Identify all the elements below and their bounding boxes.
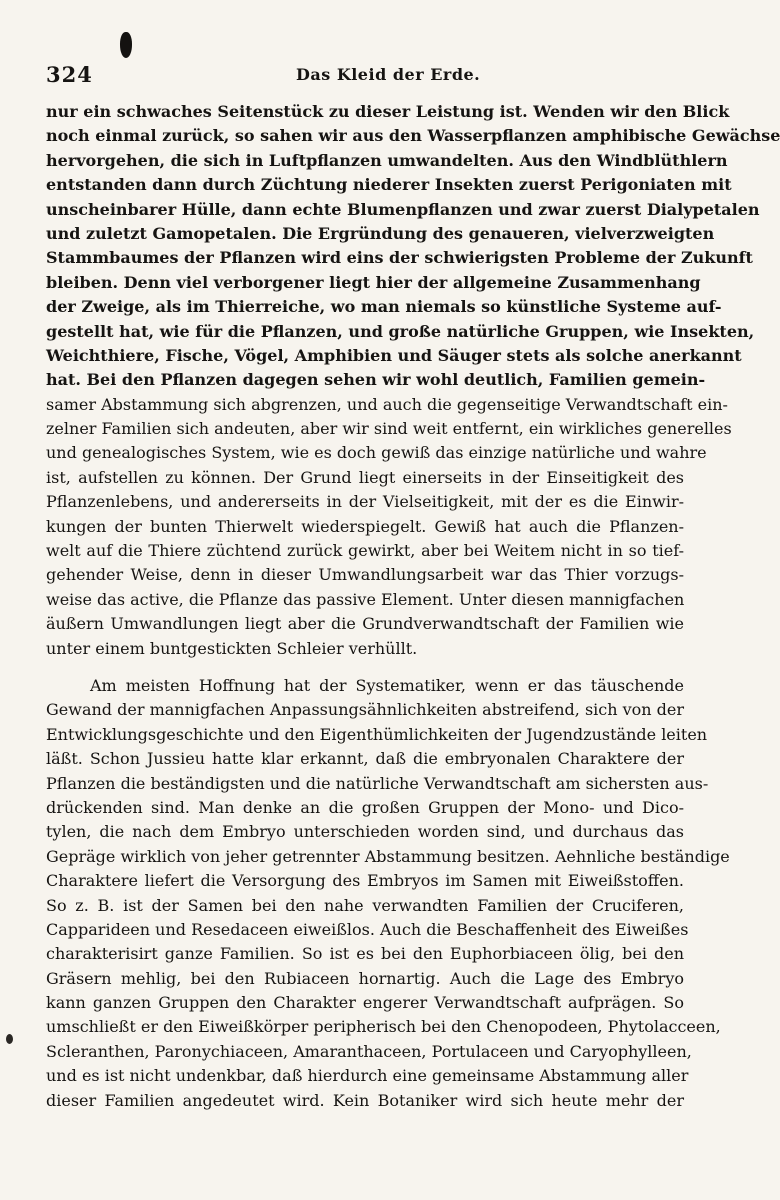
text-line: Gräsern mehlig, bei den Rubiaceen hornartig. Auch die Lage des Embryo bbox=[46, 968, 684, 988]
text-line: drückenden sind. Man denke an die großen Gruppen der Mono- und Dico- bbox=[46, 797, 684, 817]
text-line: weise das active, die Pflanze das passive Element. Unter diesen mannigfachen bbox=[46, 589, 685, 609]
text-line: unter einem buntgestickten Schleier verhüllt. bbox=[46, 638, 418, 658]
text-line: Pflanzen die beständigsten und die natürliche Verwandtschaft am sichersten aus- bbox=[46, 773, 709, 793]
text-line: samer Abstammung sich abgrenzen, und auch die gegenseitige Verwandtschaft ein- bbox=[46, 394, 728, 414]
text-line: Pflanzenlebens, und andererseits in der Vielseitigkeit, mit der es die Einwir- bbox=[46, 492, 684, 512]
paragraph-gap bbox=[46, 661, 684, 674]
text-line: Capparideen und Resedaceen eiweißlos. Auch die Beschaffenheit des Eiweißes bbox=[46, 919, 689, 939]
text-line: der Zweige, als im Thierreiche, wo man niemals so künstliche Systeme auf- bbox=[46, 297, 722, 317]
text-line: gestellt hat, wie für die Pflanzen, und große natürliche Gruppen, wie Insekten, bbox=[46, 321, 755, 341]
page-number: 324 bbox=[46, 62, 93, 87]
ink-blot bbox=[120, 32, 132, 58]
text-line: Gepräge wirklich von jeher getrennter Abstammung besitzen. Aehnliche beständige bbox=[46, 846, 730, 866]
text-line: und es ist nicht undenkbar, daß hierdurch eine gemeinsame Abstammung aller bbox=[46, 1066, 689, 1086]
text-line: läßt. Schon Jussieu hatte klar erkannt, daß die embryonalen Charaktere der bbox=[46, 749, 684, 769]
page-header bbox=[46, 62, 686, 88]
text-line: ist, aufstellen zu können. Der Grund liegt einerseits in der Einseitigkeit des bbox=[46, 467, 684, 487]
text-line: kungen der bunten Thierwelt wiederspiegelt. Gewiß hat auch die Pflanzen- bbox=[46, 516, 684, 536]
text-line: noch einmal zurück, so sahen wir aus den Wasserpflanzen amphibische Gewächse bbox=[46, 126, 780, 146]
text-line: Stammbaumes der Pflanzen wird eins der schwierigsten Probleme der Zukunft bbox=[46, 248, 753, 268]
text-line: charakterisirt ganze Familien. So ist es bei den Euphorbiaceen ölig, bei den bbox=[46, 944, 684, 964]
text-line: äußern Umwandlungen liegt aber die Grundverwandtschaft der Familien wie bbox=[46, 614, 684, 634]
body-text bbox=[46, 100, 780, 1113]
text-line: dieser Familien angedeutet wird. Kein Botaniker wird sich heute mehr der bbox=[46, 1090, 684, 1110]
running-title: Das Kleid der Erde. bbox=[296, 65, 481, 84]
text-line: hat. Bei den Pflanzen dagegen sehen wir wohl deutlich, Familien gemein- bbox=[46, 370, 706, 390]
text-line: bleiben. Denn viel verborgener liegt hier der allgemeine Zusammenhang bbox=[46, 272, 701, 292]
ink-speck bbox=[6, 1034, 13, 1044]
paragraph-1 bbox=[46, 100, 780, 661]
text-line: Charaktere liefert die Versorgung des Embryos im Samen mit Eiweißstoffen. bbox=[46, 871, 684, 891]
text-line: und zuletzt Gamopetalen. Die Ergründung des genaueren, vielverzweigten bbox=[46, 223, 715, 243]
text-line: und genealogisches System, wie es doch gewiß das einzige natürliche und wahre bbox=[46, 443, 707, 463]
text-line: hervorgehen, die sich in Luftpflanzen umwandelten. Aus den Windblüthlern bbox=[46, 150, 728, 170]
text-line: gehender Weise, denn in dieser Umwandlungsarbeit war das Thier vorzugs- bbox=[46, 565, 684, 585]
paragraph-2 bbox=[46, 674, 730, 1113]
text-line: Gewand der mannigfachen Anpassungsähnlichkeiten abstreifend, sich von der bbox=[46, 700, 685, 720]
text-line: umschließt er den Eiweißkörper peripherisch bei den Chenopodeen, Phytolacceen, bbox=[46, 1017, 721, 1037]
text-line: tylen, die nach dem Embryo unterschieden worden sind, und durchaus das bbox=[46, 822, 684, 842]
text-line: entstanden dann durch Züchtung niederer Insekten zuerst Perigoniaten mit bbox=[46, 175, 732, 195]
text-line: unscheinbarer Hülle, dann echte Blumenpflanzen und zwar zuerst Dialypetalen bbox=[46, 199, 760, 219]
text-line: nur ein schwaches Seitenstück zu dieser Leistung ist. Wenden wir den Blick bbox=[46, 102, 730, 121]
text-line: Scleranthen, Paronychiaceen, Amaranthaceen, Portulaceen und Caryophylleen, bbox=[46, 1041, 692, 1061]
text-line: Am meisten Hoffnung hat der Systematiker, wenn er das täuschende bbox=[90, 675, 684, 695]
text-line: Entwicklungsgeschichte und den Eigenthümlichkeiten der Jugendzustände leiten bbox=[46, 724, 708, 744]
text-line: zelner Familien sich andeuten, aber wir sind weit entfernt, ein wirkliches generelles bbox=[46, 419, 732, 439]
text-line: Weichthiere, Fische, Vögel, Amphibien und Säuger stets als solche anerkannt bbox=[46, 345, 742, 365]
text-line: welt auf die Thiere züchtend zurück gewirkt, aber bei Weitem nicht in so tief- bbox=[46, 541, 684, 561]
text-line: So z. B. ist der Samen bei den nahe verwandten Familien der Cruciferen, bbox=[46, 895, 684, 915]
text-line: kann ganzen Gruppen den Charakter engerer Verwandtschaft aufprägen. So bbox=[46, 993, 684, 1013]
